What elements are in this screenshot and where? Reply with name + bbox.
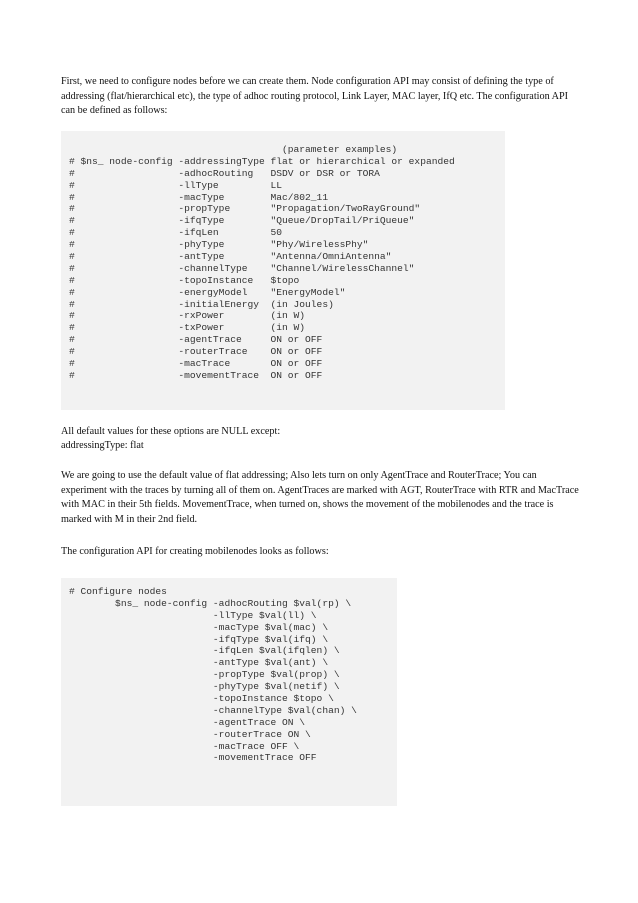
config-code-line: # -energyModel "EnergyModel" — [69, 286, 346, 298]
create-code-line: -propType $val(prop) \ — [69, 669, 340, 681]
create-code-line: -macTrace OFF \ — [69, 740, 300, 752]
create-mobilenodes-code — [61, 578, 397, 764]
defaults-note-line1: All default values for these options are NULL except: — [61, 426, 281, 437]
config-code-line: (parameter examples) — [69, 144, 398, 155]
config-code-line: # -llType LL — [69, 179, 283, 191]
create-code-line: -phyType $val(netif) \ — [69, 681, 340, 693]
create-code-line: $ns_ node-config -adhocRouting $val(rp) \ — [69, 597, 352, 609]
config-code-line: # -txPower (in W) — [69, 322, 306, 334]
config-code-line: # -phyType "Phy/WirelessPhy" — [69, 239, 369, 251]
create-code-line: -ifqLen $val(ifqlen) \ — [69, 645, 340, 657]
config-code-line: # -initialEnergy (in Joules) — [69, 298, 334, 310]
api-paragraph: The configuration API for creating mobilenodes looks as follows: — [61, 546, 329, 557]
create-code-line: -llType $val(ll) \ — [69, 609, 317, 621]
config-code-line: # -ifqLen 50 — [69, 227, 283, 239]
create-code-line: -antType $val(ant) \ — [69, 657, 329, 669]
create-code-line: # Configure nodes — [69, 586, 167, 597]
node-config-parameters-block — [61, 131, 505, 410]
intro-paragraph: First, we need to configure nodes before we can create them. Node configuration API may consist of defining the type of addressing (flat/hierarchical etc), the type of adhoc routing protocol, Link Layer, MAC layer, IfQ etc. The configuration API can be defined as follows: — [61, 76, 569, 116]
config-code-line: # -ifqType "Queue/DropTail/PriQueue" — [69, 215, 415, 227]
config-code-line: # $ns_ node-config -addressingType flat or hierarchical or expanded — [69, 155, 455, 167]
config-code-line: # -macTrace ON or OFF — [69, 358, 323, 370]
create-code-line: -macType $val(mac) \ — [69, 621, 329, 633]
node-config-parameters-code — [61, 131, 505, 382]
create-code-line: -channelType $val(chan) \ — [69, 704, 357, 716]
create-code-line: -routerTrace ON \ — [69, 728, 311, 740]
config-code-line: # -macType Mac/802_11 — [69, 191, 329, 203]
config-code-line: # -adhocRouting DSDV or DSR or TORA — [69, 167, 380, 179]
create-code-line: -movementTrace OFF — [69, 752, 317, 764]
config-code-line: # -propType "Propagation/TwoRayGround" — [69, 203, 421, 215]
defaults-note-line2: addressingType: flat — [61, 440, 144, 451]
create-code-line: -topoInstance $topo \ — [69, 693, 334, 705]
config-code-line: # -rxPower (in W) — [69, 310, 306, 322]
config-code-line: # -routerTrace ON or OFF — [69, 346, 323, 358]
traces-paragraph: We are going to use the default value of flat addressing; Also lets turn on only AgentTrace and RouterTrace; You can experiment with the traces by turning all of them on. AgentTraces are marked with AGT, RouterTrace with RTR and MacTrace with MAC in their 5th fields. MovementTrace, when turned on, shows the movement of the mobilenodes and the trace is marked with M in their 2nd field. — [61, 470, 579, 525]
config-code-line: # -movementTrace ON or OFF — [69, 369, 323, 381]
config-code-line: # -channelType "Channel/WirelessChannel" — [69, 262, 415, 274]
config-code-line: # -agentTrace ON or OFF — [69, 334, 323, 346]
config-code-line: # -topoInstance $topo — [69, 274, 300, 286]
create-code-line: -agentTrace ON \ — [69, 716, 306, 728]
config-code-line: # -antType "Antenna/OmniAntenna" — [69, 251, 392, 263]
create-code-line: -ifqType $val(ifq) \ — [69, 633, 329, 645]
create-mobilenodes-block — [61, 578, 397, 806]
